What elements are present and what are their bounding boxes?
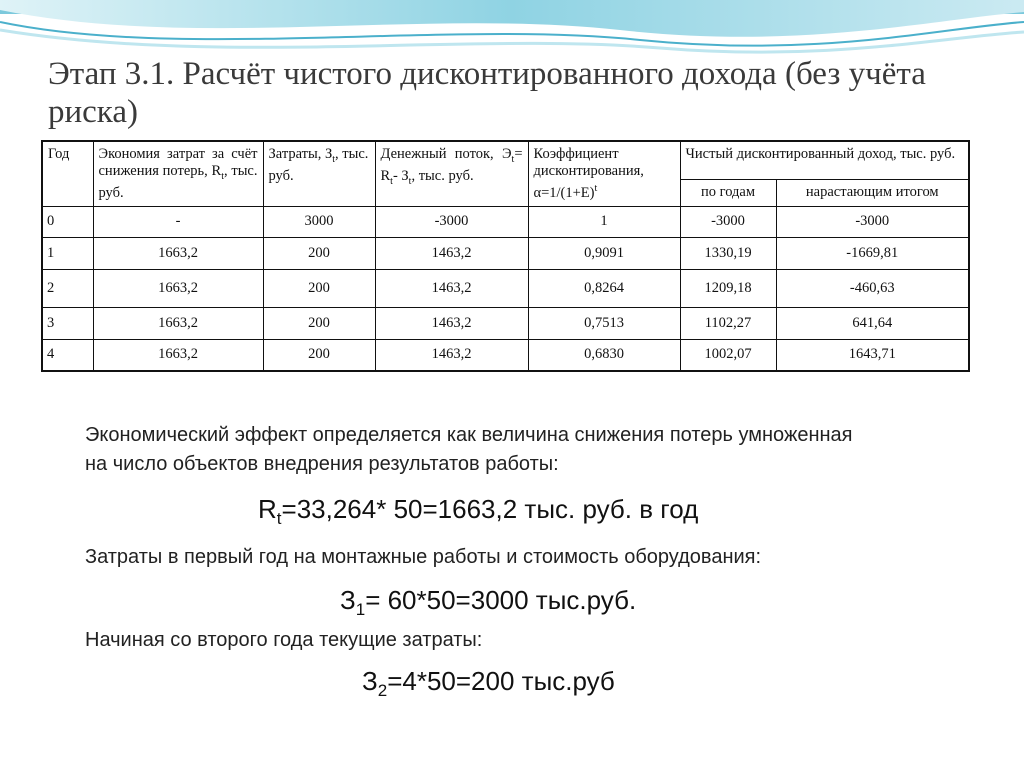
formula-first-year-costs: $З_1= 60*50=3000$ тыс.руб. [340, 585, 637, 620]
cell-year: 2 [42, 269, 93, 307]
header-npv-by-year: по годам [680, 179, 776, 206]
cell-cashflow: 1463,2 [375, 237, 528, 269]
header-savings: Экономия затрат за счёт снижения потерь, $R_t$, тыс. руб. [93, 141, 263, 206]
cell-costs: 200 [263, 269, 375, 307]
formula-savings: $R_t=33,264*$ 50=1663,2 тыс. руб. в год [258, 494, 699, 529]
cell-year: 3 [42, 307, 93, 339]
header-cashflow: Денежный поток, $Э_t= R_t-$ $З_t$, тыс. руб. [375, 141, 528, 206]
cell-coefficient: 0,7513 [528, 307, 680, 339]
cell-npv-cumulative: -460,63 [776, 269, 969, 307]
paragraph-first-year-costs: Затраты в первый год на монтажные работы и стоимость оборудования: [85, 546, 762, 568]
cell-coefficient: 0,9091 [528, 237, 680, 269]
cell-year: 1 [42, 237, 93, 269]
cell-savings: 1663,2 [93, 237, 263, 269]
cell-costs: 200 [263, 307, 375, 339]
header-npv-cumulative: нарастающим итогом [776, 179, 969, 206]
table-row [42, 269, 969, 307]
slide-title: Этап 3.1. Расчёт чистого дисконтированного дохода (без учёта риска) [48, 56, 926, 130]
cell-npv-by-year: 1102,27 [680, 307, 776, 339]
cell-savings: - [93, 206, 263, 237]
cell-npv-by-year: 1330,19 [680, 237, 776, 269]
formula-current-costs: $З_2=4*50=200$ тыс.руб [362, 666, 615, 701]
paragraph-economic-effect: Экономический эффект определяется как величина снижения потерь умноженная на число объектов внедрения результатов работы: [85, 424, 853, 475]
cell-costs: 200 [263, 339, 375, 371]
cell-year: 4 [42, 339, 93, 371]
cell-savings: 1663,2 [93, 269, 263, 307]
header-costs: Затраты, $З_t$, тыс. руб. [263, 141, 375, 206]
npv-table [41, 140, 970, 372]
table-row [42, 339, 969, 371]
header-coefficient: Коэффициент дисконтирования, $\alpha=1/(1+Е)^t$ [528, 141, 680, 206]
cell-coefficient: 0,6830 [528, 339, 680, 371]
cell-coefficient: 1 [528, 206, 680, 237]
table-row [42, 206, 969, 237]
cell-npv-by-year: -3000 [680, 206, 776, 237]
cell-savings: 1663,2 [93, 339, 263, 371]
cell-npv-by-year: 1209,18 [680, 269, 776, 307]
cell-npv-cumulative: 1643,71 [776, 339, 969, 371]
cell-year: 0 [42, 206, 93, 237]
cell-savings: 1663,2 [93, 307, 263, 339]
header-year: Год [42, 141, 93, 206]
cell-cashflow: 1463,2 [375, 307, 528, 339]
cell-npv-cumulative: -3000 [776, 206, 969, 237]
header-npv: Чистый дисконтированный доход, тыс. руб. [680, 141, 969, 179]
cell-coefficient: 0,8264 [528, 269, 680, 307]
table-row [42, 237, 969, 269]
table-row [42, 307, 969, 339]
cell-cashflow: 1463,2 [375, 339, 528, 371]
cell-cashflow: 1463,2 [375, 269, 528, 307]
table-header-row [42, 141, 969, 179]
paragraph-current-costs: Начиная со второго года текущие затраты: [85, 629, 483, 651]
cell-npv-cumulative: -1669,81 [776, 237, 969, 269]
cell-cashflow: -3000 [375, 206, 528, 237]
cell-costs: 200 [263, 237, 375, 269]
cell-costs: 3000 [263, 206, 375, 237]
cell-npv-by-year: 1002,07 [680, 339, 776, 371]
cell-npv-cumulative: 641,64 [776, 307, 969, 339]
